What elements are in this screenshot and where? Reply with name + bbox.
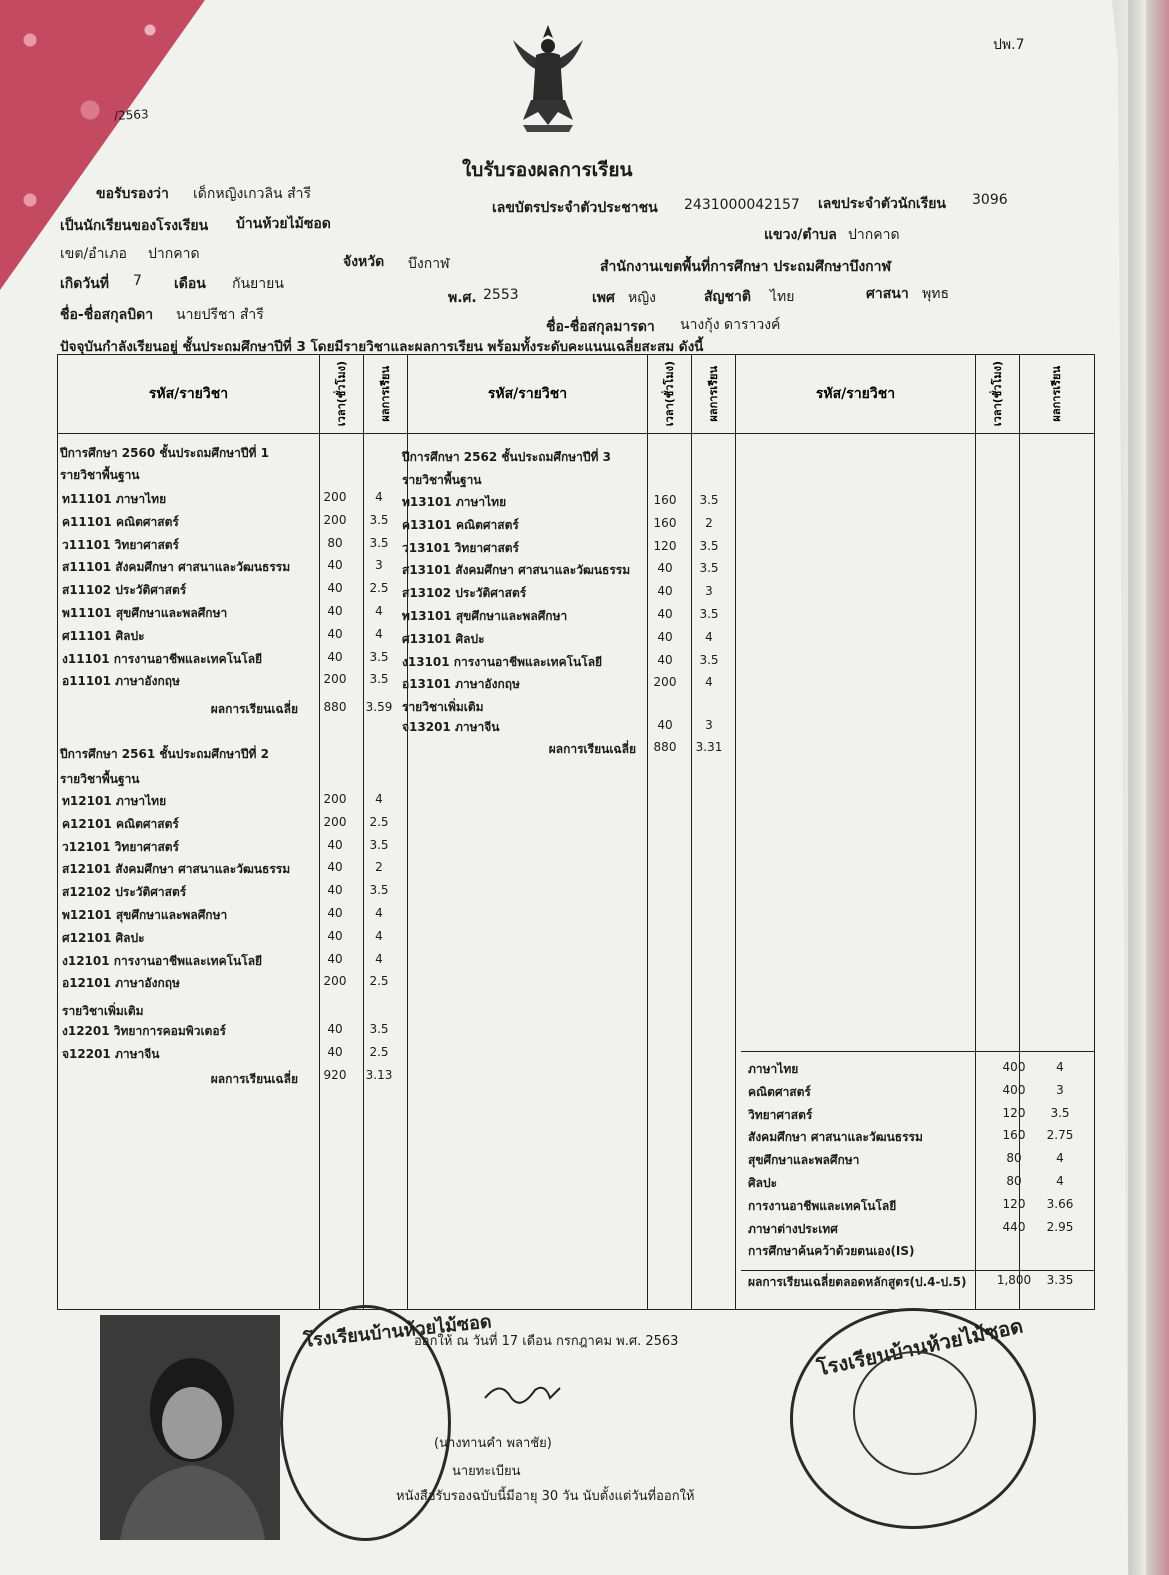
summary-row-subject: วิทยาศาสตร์ xyxy=(748,1107,813,1122)
table-row-hours: 40 xyxy=(327,558,343,573)
religion-label: ศาสนา xyxy=(866,286,909,302)
table-row-hours: 40 xyxy=(327,906,343,920)
summary-row-subject: คณิตศาสตร์ xyxy=(748,1084,811,1099)
table-row-grade: 2.5 xyxy=(369,814,389,829)
table-row-grade: 2.5 xyxy=(369,974,389,989)
year2-heading: ปีการศึกษา 2561 ชั้นประถมศึกษาปีที่ 2 xyxy=(60,747,269,761)
table-row-hours: 40 xyxy=(327,837,343,852)
table-row-grade: 3 xyxy=(705,718,713,732)
table-row-subject: อ11101 ภาษาอังกฤษ xyxy=(62,674,180,689)
table-row-subject: ว12101 วิทยาศาสตร์ xyxy=(62,839,179,854)
table-row-grade: 3 xyxy=(705,584,713,599)
province-label: จังหวัด xyxy=(343,254,385,270)
summary-row-grade: 4 xyxy=(1056,1174,1064,1188)
current-class-text: ปัจจุบันกำลังเรียนอยู่ ชั้นประถมศึกษาปีที่ 3 โดยมีรายวิชาและผลการเรียน พร้อมทั้งระดับคะแนนเฉลี่ยสะสม ดังนี้ xyxy=(60,339,704,355)
table-row-subject: ค11101 คณิตศาสตร์ xyxy=(62,514,179,529)
certify-label: ขอรับรองว่า xyxy=(96,186,169,202)
birth-year: 2553 xyxy=(483,287,519,303)
table-row-hours: 160 xyxy=(653,493,677,507)
table-row-subject: พ13101 สุขศึกษาและพลศึกษา xyxy=(402,609,568,623)
table-row-grade: 3.5 xyxy=(699,538,719,553)
sex: หญิง xyxy=(628,290,656,306)
table-row-subject: ท12101 ภาษาไทย xyxy=(62,794,167,808)
table-row-grade: 4 xyxy=(375,626,383,641)
table-row-hours: 160 xyxy=(653,515,677,530)
year3-average-grade: 3.31 xyxy=(695,740,723,754)
summary-row-subject: ศิลปะ xyxy=(748,1176,778,1190)
summary-row-hours: 440 xyxy=(1002,1219,1026,1234)
summary-row-subject: การงานอาชีพและเทคโนโลยี xyxy=(748,1198,897,1213)
table-row-hours: 40 xyxy=(657,718,673,732)
table-row-hours: 40 xyxy=(327,649,343,664)
summary-row-subject: สุขศึกษาและพลศึกษา xyxy=(748,1153,860,1168)
table-row-grade: 4 xyxy=(375,792,383,806)
table-row-hours: 40 xyxy=(657,561,673,576)
table-row-hours: 200 xyxy=(323,814,347,829)
birth-month: กันยายน xyxy=(232,276,284,292)
form-code: ปพ.7 xyxy=(993,37,1025,53)
cumulative-total-hours: 1,800 xyxy=(996,1273,1032,1287)
year2-group: รายวิชาพื้นฐาน xyxy=(60,772,140,786)
table-row-hours: 40 xyxy=(657,584,673,599)
table-row-grade: 3.5 xyxy=(369,672,389,687)
table-row-hours: 200 xyxy=(323,672,347,687)
header-hours-1: เวลา(ชั่วโมง) xyxy=(334,361,348,427)
school-stamp-left: โรงเรียนบ้านห้วยไม้ซอด xyxy=(280,1305,451,1541)
student-no: 3096 xyxy=(972,192,1008,208)
year3-group: รายวิชาพื้นฐาน xyxy=(402,473,482,487)
mother-label: ชื่อ-ชื่อสกุลมารดา xyxy=(546,319,655,335)
table-row-grade: 3.5 xyxy=(369,512,389,527)
signer-role: นายทะเบียน xyxy=(452,1464,521,1479)
table-row-grade: 2.5 xyxy=(369,1044,389,1059)
table-row-subject: พ12101 สุขศึกษาและพลศึกษา xyxy=(62,908,228,922)
table-row-subject: ท13101 ภาษาไทย xyxy=(402,495,507,509)
table-row-hours: 40 xyxy=(327,928,343,943)
summary-row-hours: 80 xyxy=(1006,1174,1022,1188)
table-row-subject: ง12201 วิทยาการคอมพิวเตอร์ xyxy=(62,1024,226,1038)
table-row-grade: 3.5 xyxy=(369,883,389,898)
summary-row-hours: 120 xyxy=(1002,1105,1026,1120)
table-row-hours: 40 xyxy=(327,604,343,618)
table-row-hours: 40 xyxy=(327,626,343,641)
school-stamp-right: โรงเรียนบ้านห้วยไม้ซอด xyxy=(790,1308,1036,1529)
table-row-grade: 4 xyxy=(375,490,383,504)
table-row-hours: 120 xyxy=(653,538,677,553)
student-name: เด็กหญิงเกวลิน สำรี xyxy=(193,186,311,202)
nationality-label: สัญชาติ xyxy=(704,289,751,305)
table-row-subject: ส11101 สังคมศึกษา ศาสนาและวัฒนธรรม xyxy=(62,560,291,575)
year1-average-hours: 880 xyxy=(323,700,347,714)
table-row-hours: 200 xyxy=(323,974,347,989)
summary-row-subject: สังคมศึกษา ศาสนาและวัฒนธรรม xyxy=(748,1130,923,1145)
garuda-emblem xyxy=(503,20,593,140)
birth-year-label: พ.ศ. xyxy=(448,290,477,306)
table-row-subject: ว11101 วิทยาศาสตร์ xyxy=(62,537,179,552)
school-label: เป็นนักเรียนของโรงเรียน xyxy=(60,218,209,234)
summary-row-grade: 2.95 xyxy=(1046,1219,1074,1234)
signer-name: (นางทานคำ พลาชัย) xyxy=(434,1436,552,1451)
year2-extra-group: รายวิชาเพิ่มเติม xyxy=(62,1004,144,1018)
summary-row-subject: ภาษาไทย xyxy=(748,1062,799,1076)
validity-note: หนังสือรับรองฉบับนี้มีอายุ 30 วัน นับตั้งแต่วันที่ออกให้ xyxy=(396,1489,695,1504)
table-row-subject: ส11102 ประวัติศาสตร์ xyxy=(62,583,187,598)
summary-row-subject: การศึกษาค้นคว้าด้วยตนเอง(IS) xyxy=(748,1244,915,1259)
summary-row-grade: 2.75 xyxy=(1046,1128,1074,1143)
document-number: /2563 xyxy=(113,107,149,123)
table-row-grade: 2 xyxy=(375,860,383,875)
year2-average-label: ผลการเรียนเฉลี่ย xyxy=(210,1072,298,1086)
table-row-subject: ศ12101 ศิลปะ xyxy=(62,930,145,945)
table-row-subject: ศ13101 ศิลปะ xyxy=(402,631,485,646)
summary-row-grade: 3 xyxy=(1056,1082,1064,1097)
table-row-grade: 3.5 xyxy=(369,649,389,664)
table-row-grade: 4 xyxy=(705,675,713,690)
table-row-hours: 40 xyxy=(327,883,343,898)
header-subject-2: รหัส/รายวิชา xyxy=(408,355,648,434)
table-row-grade: 3 xyxy=(375,558,383,573)
table-row-subject: ง11101 การงานอาชีพและเทคโนโลยี xyxy=(62,651,263,666)
table-row-subject: ส12102 ประวัติศาสตร์ xyxy=(62,885,187,900)
table-row-subject: พ11101 สุขศึกษาและพลศึกษา xyxy=(62,606,228,620)
mother-name: นางกุ้ง ดาราวงค์ xyxy=(680,317,781,333)
birth-month-label: เดือน xyxy=(174,276,206,292)
table-row-grade: 4 xyxy=(375,906,383,920)
header-hours-3: เวลา(ชั่วโมง) xyxy=(990,361,1004,427)
table-row-hours: 40 xyxy=(657,629,673,644)
table-row-hours: 40 xyxy=(327,951,343,966)
table-row-hours: 200 xyxy=(323,490,347,504)
table-row-hours: 40 xyxy=(657,607,673,621)
student-no-label: เลขประจำตัวนักเรียน xyxy=(818,196,947,212)
issue-date: ออกให้ ณ วันที่ 17 เดือน กรกฎาคม พ.ศ. 2563 xyxy=(414,1334,679,1349)
header-subject-3: รหัส/รายวิชา xyxy=(736,355,976,434)
table-row-hours: 40 xyxy=(327,1022,343,1036)
table-row-grade: 2.5 xyxy=(369,581,389,596)
table-row-hours: 200 xyxy=(323,792,347,806)
birth-day-label: เกิดวันที่ xyxy=(60,276,110,292)
cumulative-average-label: ผลการเรียนเฉลี่ยตลอดหลักสูตร(ป.4-ป.5) xyxy=(748,1275,967,1289)
table-row-subject: ศ11101 ศิลปะ xyxy=(62,628,145,643)
table-row-hours: 200 xyxy=(323,512,347,527)
sex-label: เพศ xyxy=(592,290,615,306)
table-row-grade: 3.5 xyxy=(699,652,719,667)
table-row-grade: 3.5 xyxy=(699,493,719,507)
summary-row-hours: 160 xyxy=(1002,1128,1026,1143)
summary-row-hours: 80 xyxy=(1006,1151,1022,1166)
table-row-hours: 40 xyxy=(327,581,343,596)
summary-row-grade: 4 xyxy=(1056,1060,1064,1074)
table-row-subject: ส12101 สังคมศึกษา ศาสนาและวัฒนธรรม xyxy=(62,862,291,877)
header-subject-1: รหัส/รายวิชา xyxy=(58,355,320,434)
id-label: เลขบัตรประจำตัวประชาชน xyxy=(492,200,658,216)
cumulative-average-grade: 3.35 xyxy=(1046,1273,1074,1287)
summary-row-subject: ภาษาต่างประเทศ xyxy=(748,1221,838,1236)
year3-heading: ปีการศึกษา 2562 ชั้นประถมศึกษาปีที่ 3 xyxy=(402,450,611,464)
header-grade-2: ผลการเรียน xyxy=(706,366,720,422)
table-row-hours: 200 xyxy=(653,675,677,690)
table-row-subject: ค12101 คณิตศาสตร์ xyxy=(62,816,179,831)
father-label: ชื่อ-ชื่อสกุลบิดา xyxy=(60,307,154,323)
education-office: สำนักงานเขตพื้นที่การศึกษา ประถมศึกษาบึงกาฬ xyxy=(600,259,892,275)
header-grade-1: ผลการเรียน xyxy=(378,366,392,422)
summary-row-hours: 400 xyxy=(1002,1060,1026,1074)
table-row-subject: ง12101 การงานอาชีพและเทคโนโลยี xyxy=(62,953,263,968)
summary-row-grade: 3.66 xyxy=(1046,1196,1074,1211)
national-id: 2431000042157 xyxy=(684,197,800,213)
year1-average-grade: 3.59 xyxy=(365,700,393,714)
district: ปากคาด xyxy=(148,246,200,262)
table-row-hours: 80 xyxy=(327,535,343,550)
year3-average-label: ผลการเรียนเฉลี่ย xyxy=(548,742,636,756)
summary-divider xyxy=(741,1270,1094,1272)
page-title: ใบรับรองผลการเรียน xyxy=(462,159,633,181)
table-row-hours: 40 xyxy=(327,1044,343,1059)
year1-average-label: ผลการเรียนเฉลี่ย xyxy=(210,702,298,716)
school-name: บ้านห้วยไม้ซอด xyxy=(236,216,331,232)
year2-average-grade: 3.13 xyxy=(365,1068,393,1082)
table-row-grade: 4 xyxy=(705,629,713,644)
table-row-grade: 3.5 xyxy=(369,1022,389,1036)
year1-heading: ปีการศึกษา 2560 ชั้นประถมศึกษาปีที่ 1 xyxy=(60,446,269,460)
table-row-grade: 4 xyxy=(375,951,383,966)
table-row-grade: 2 xyxy=(705,515,713,530)
religion: พุทธ xyxy=(922,286,950,302)
year3-extra-group: รายวิชาเพิ่มเติม xyxy=(402,700,484,714)
header-hours-2: เวลา(ชั่วโมง) xyxy=(662,361,676,427)
year1-group: รายวิชาพื้นฐาน xyxy=(60,468,140,482)
summary-row-hours: 120 xyxy=(1002,1196,1026,1211)
year3-average-hours: 880 xyxy=(653,740,677,754)
table-row-subject: อ12101 ภาษาอังกฤษ xyxy=(62,976,180,991)
table-row-grade: 4 xyxy=(375,928,383,943)
table-row-subject: จ13201 ภาษาจีน xyxy=(402,720,500,734)
table-row-grade: 4 xyxy=(375,604,383,618)
father-name: นายปรีชา สำรี xyxy=(176,307,264,323)
table-row-hours: 40 xyxy=(657,652,673,667)
summary-row-grade: 4 xyxy=(1056,1151,1064,1166)
year2-average-hours: 920 xyxy=(323,1068,347,1082)
subdistrict-label: แขวง/ตำบล xyxy=(764,227,837,243)
student-photo xyxy=(100,1315,280,1540)
table-row-hours: 40 xyxy=(327,860,343,875)
table-row-subject: ส13102 ประวัติศาสตร์ xyxy=(402,586,527,601)
table-row-subject: ค13101 คณิตศาสตร์ xyxy=(402,517,519,532)
table-row-subject: ส13101 สังคมศึกษา ศาสนาและวัฒนธรรม xyxy=(402,563,631,578)
header-grade-3: ผลการเรียน xyxy=(1050,366,1063,422)
registrar-signature xyxy=(480,1378,570,1408)
table-row-subject: อ13101 ภาษาอังกฤษ xyxy=(402,677,520,692)
subdistrict: ปากคาด xyxy=(848,227,900,243)
summary-row-hours: 400 xyxy=(1002,1082,1026,1097)
table-row-grade: 3.5 xyxy=(699,561,719,576)
table-row-grade: 3.5 xyxy=(369,535,389,550)
province: บึงกาฬ xyxy=(408,256,450,272)
table-row-subject: จ12201 ภาษาจีน xyxy=(62,1046,160,1061)
nationality: ไทย xyxy=(770,289,795,305)
table-row-subject: ว13101 วิทยาศาสตร์ xyxy=(402,540,519,555)
table-row-subject: ท11101 ภาษาไทย xyxy=(62,492,167,506)
table-row-grade: 3.5 xyxy=(699,607,719,621)
summary-row-grade: 3.5 xyxy=(1050,1105,1070,1120)
table-row-grade: 3.5 xyxy=(369,837,389,852)
district-label: เขต/อำเภอ xyxy=(60,246,127,262)
table-row-subject: ง13101 การงานอาชีพและเทคโนโลยี xyxy=(402,654,603,669)
birth-day: 7 xyxy=(133,273,142,289)
